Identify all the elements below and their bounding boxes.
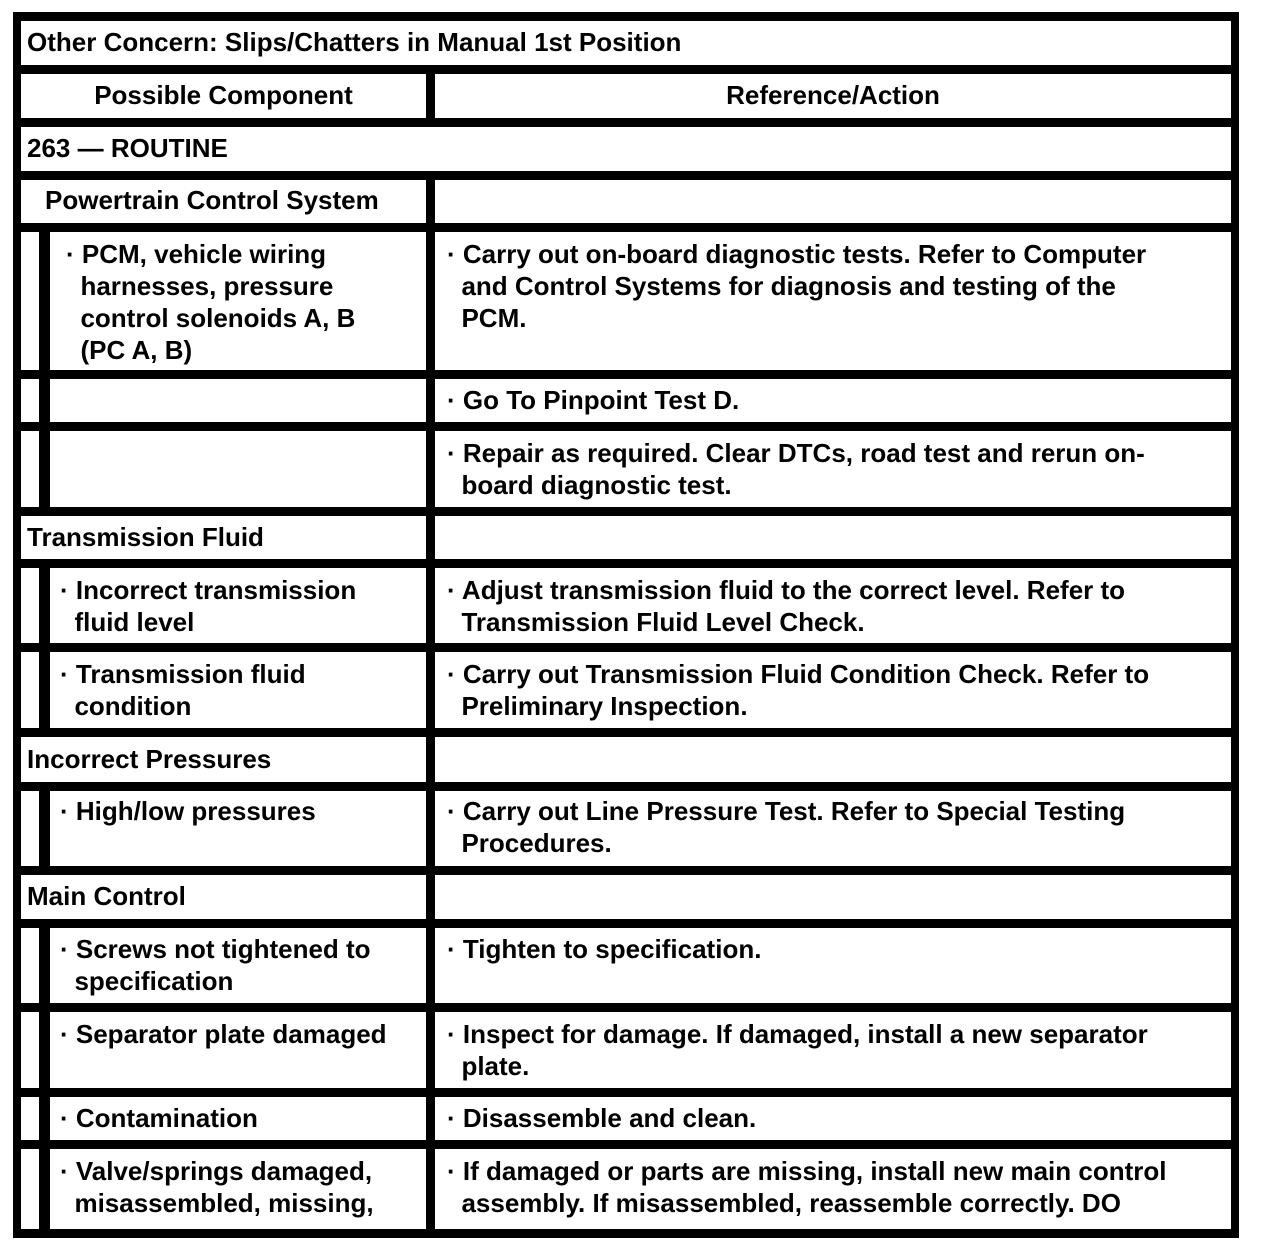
component-cell (50, 431, 426, 507)
component-cell (50, 379, 426, 422)
component-text: · High/low pressures (60, 796, 316, 826)
component-cell (50, 928, 426, 1003)
component-cell (50, 652, 426, 728)
group-header-action-blank (435, 875, 1231, 919)
group-header-action-blank (435, 737, 1231, 782)
indent-cell (21, 568, 39, 643)
troubleshooting-table (13, 12, 1239, 1238)
action-cell (435, 1097, 1231, 1140)
component-cell (50, 791, 426, 866)
group-header-transmission-fluid (21, 516, 426, 559)
routine-label: 263 — ROUTINE (27, 133, 228, 163)
group-header-action-blank (435, 180, 1231, 223)
header-reference-action (435, 74, 1231, 118)
action-text: · Inspect for damage. If damaged, install a new separator plate. (447, 1019, 1148, 1081)
action-text: · If damaged or parts are missing, install new main control assembly. If misassembled, reassemble correctly. DO (447, 1156, 1167, 1218)
indent-cell (21, 379, 39, 422)
action-cell (435, 928, 1231, 1003)
header-possible-component (21, 74, 426, 118)
action-text: · Disassemble and clean. (447, 1103, 757, 1133)
action-cell (435, 791, 1231, 866)
component-text: · Valve/springs damaged, misassembled, missing, (60, 1156, 374, 1218)
table-title: Other Concern: Slips/Chatters in Manual 1st Position (27, 27, 682, 57)
action-cell (435, 232, 1231, 370)
component-text: · Contamination (60, 1103, 258, 1133)
action-cell (435, 1149, 1231, 1229)
component-cell (50, 1149, 426, 1229)
component-cell (50, 1012, 426, 1088)
indent-cell (21, 791, 39, 866)
action-cell (435, 431, 1231, 507)
component-text: · PCM, vehicle wiring harnesses, pressure control solenoids A, B (PC A, B) (66, 239, 356, 365)
group-header-incorrect-pressures (21, 737, 426, 782)
component-cell (50, 1097, 426, 1140)
action-cell (435, 379, 1231, 422)
component-text: · Separator plate damaged (60, 1019, 387, 1049)
component-cell (50, 568, 426, 643)
indent-cell (21, 232, 39, 370)
indent-cell (21, 652, 39, 728)
group-header-powertrain (21, 180, 426, 223)
indent-cell (21, 431, 39, 507)
indent-cell (21, 1012, 39, 1088)
action-cell (435, 568, 1231, 643)
action-text: · Tighten to specification. (447, 934, 762, 964)
group-header-main-control (21, 875, 426, 919)
group-name: Powertrain Control System (45, 185, 379, 215)
action-text: · Repair as required. Clear DTCs, road test and rerun on- board diagnostic test. (447, 438, 1145, 500)
group-name: Incorrect Pressures (27, 744, 272, 774)
group-header-action-blank (435, 516, 1231, 559)
header-component-label: Possible Component (94, 80, 353, 110)
indent-cell (21, 1097, 39, 1140)
action-text: · Carry out Transmission Fluid Condition Check. Refer to Preliminary Inspection. (447, 659, 1150, 721)
table-title-cell (21, 21, 1231, 65)
component-text: · Screws not tightened to specification (60, 934, 371, 996)
component-cell (50, 232, 426, 370)
component-text: · Incorrect transmission fluid level (60, 575, 357, 637)
action-text: · Carry out on-board diagnostic tests. Refer to Computer and Control Systems for diagnosis and testing of the PCM. (447, 239, 1147, 333)
routine-row (21, 127, 1231, 171)
indent-cell (21, 1149, 39, 1229)
header-action-label: Reference/Action (726, 80, 940, 110)
group-name: Transmission Fluid (27, 522, 264, 552)
action-cell (435, 1012, 1231, 1088)
component-text: · Transmission fluid condition (60, 659, 306, 721)
action-text: · Adjust transmission fluid to the correct level. Refer to Transmission Fluid Level Check. (447, 575, 1126, 637)
action-text: · Go To Pinpoint Test D. (447, 385, 740, 415)
indent-cell (21, 928, 39, 1003)
group-name: Main Control (27, 881, 186, 911)
action-text: · Carry out Line Pressure Test. Refer to Special Testing Procedures. (447, 796, 1126, 858)
action-cell (435, 652, 1231, 728)
